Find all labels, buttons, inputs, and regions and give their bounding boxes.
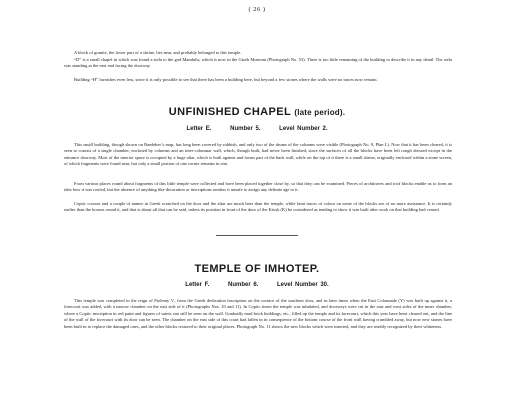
section-subheading-1 — [0, 126, 514, 132]
section-heading-unfinished-chapel — [0, 106, 514, 118]
section2-paragraph-1: This temple was completed in the reign of Ptolemy V., from the Greek dedication inscription on the cornice of the southern door, and in later times when the East Colonnade (Y) was built up against it, a forecourt was added, with a narrow chamber on the east side of it (Photographs Nos. 10 and 11). In Coptic times the temple was inhabited, and doorways were cut in the east and west sides of the inner chamber, where a Coptic inscription in red paint and figures of saints can still be seen on the wall. Gradually mud brick buildings, etc., filled up the temple and its forecourt, which this year have been cleared out, and the line of the wall of the forecourt with its door can be seen. The chamber on the east side of this court had fallen in in consequence of the bottom course of the front wall having crumbled away, but now new stones have been built in to replace the damaged ones, and the other blocks restored to their original places. Photograph No. 11 shows the new blocks which were inserted, and they are readily recognized by their whiteness. — [64, 298, 452, 329]
intro-paragraph-2: “D” is a small chapel in which was found a stela to the god Mandulis, which is now in the Gizeh Museum (Photograph No. 53). There is too little remaining of the building to describe it in any detail. The stela was standing at the east end facing the doorway. — [64, 57, 452, 69]
intro-paragraph-1: A block of granite, the lower part of a shrine, lies near, and probably belonged to this temple. — [74, 50, 242, 55]
number-label: Number 6. — [227, 282, 259, 288]
section1-paragraph-3: Coptic crosses and a couple of names in Greek scratched on the door and the altar are much later than the temple, while faint traces of colour on some of the blocks are of no more assistance. It is certainly earlier than the houses round it, and that is about all that can be said, unless its position in front of the door of the Kiosk (K) be considered as tending to show it was built after work on that building had ceased. — [64, 201, 452, 213]
section-subheading-2 — [0, 282, 514, 288]
intro-paragraph-3: Building “H” furnishes even less, since it is only possible to see that there has been a building here, but beyond a few stones where the walls were no traces now remain. — [74, 77, 378, 82]
section1-paragraph-1: This small building, though shown on Baedeker’s map, has long been covered by rubbish, and only two of the drums of the columns were visible (Photograph No. 9, Plan I.). Now that it has been cleared, it is seen to consist of a single chamber, enclosed by columns and an inter-columnar wall, which, though built, had never been finished, since the surfaces of all the blocks have been left rough dressed except in the entrance doorway. Most of the interior space is occupied by a huge altar, which is built against and forms part of the back wall, while on the top of it there is a small shrine, originally enclosed within a stone screen, of which fragments were found near, but only a small portion of one corner remains in situ. — [64, 142, 452, 167]
section-title-main: UNFINISHED CHAPEL — [168, 106, 291, 118]
section-heading-temple-of-imhotep — [0, 263, 514, 275]
section-title-paren: (late period). — [294, 108, 346, 117]
page-number: ( 26 ) — [248, 6, 266, 13]
section-divider — [216, 235, 298, 236]
letter-label: Letter F. — [185, 282, 210, 288]
section1-paragraph-2: From various places round about fragments of this little temple were collected and have been placed together close by, so that they can be examined. Pieces of architraves and roof blocks enable us to form an idea how it was roofed, but the absence of anything like decoration or inscriptions renders it unsafe to assign any definite age to it. — [64, 181, 452, 193]
level-label: Level Number 2. — [279, 126, 328, 132]
number-label: Number 5. — [230, 126, 261, 132]
section-title-main: TEMPLE OF IMHOTEP. — [194, 263, 320, 275]
letter-label: Letter E. — [186, 126, 212, 132]
level-label: Level Number 30. — [277, 282, 329, 288]
